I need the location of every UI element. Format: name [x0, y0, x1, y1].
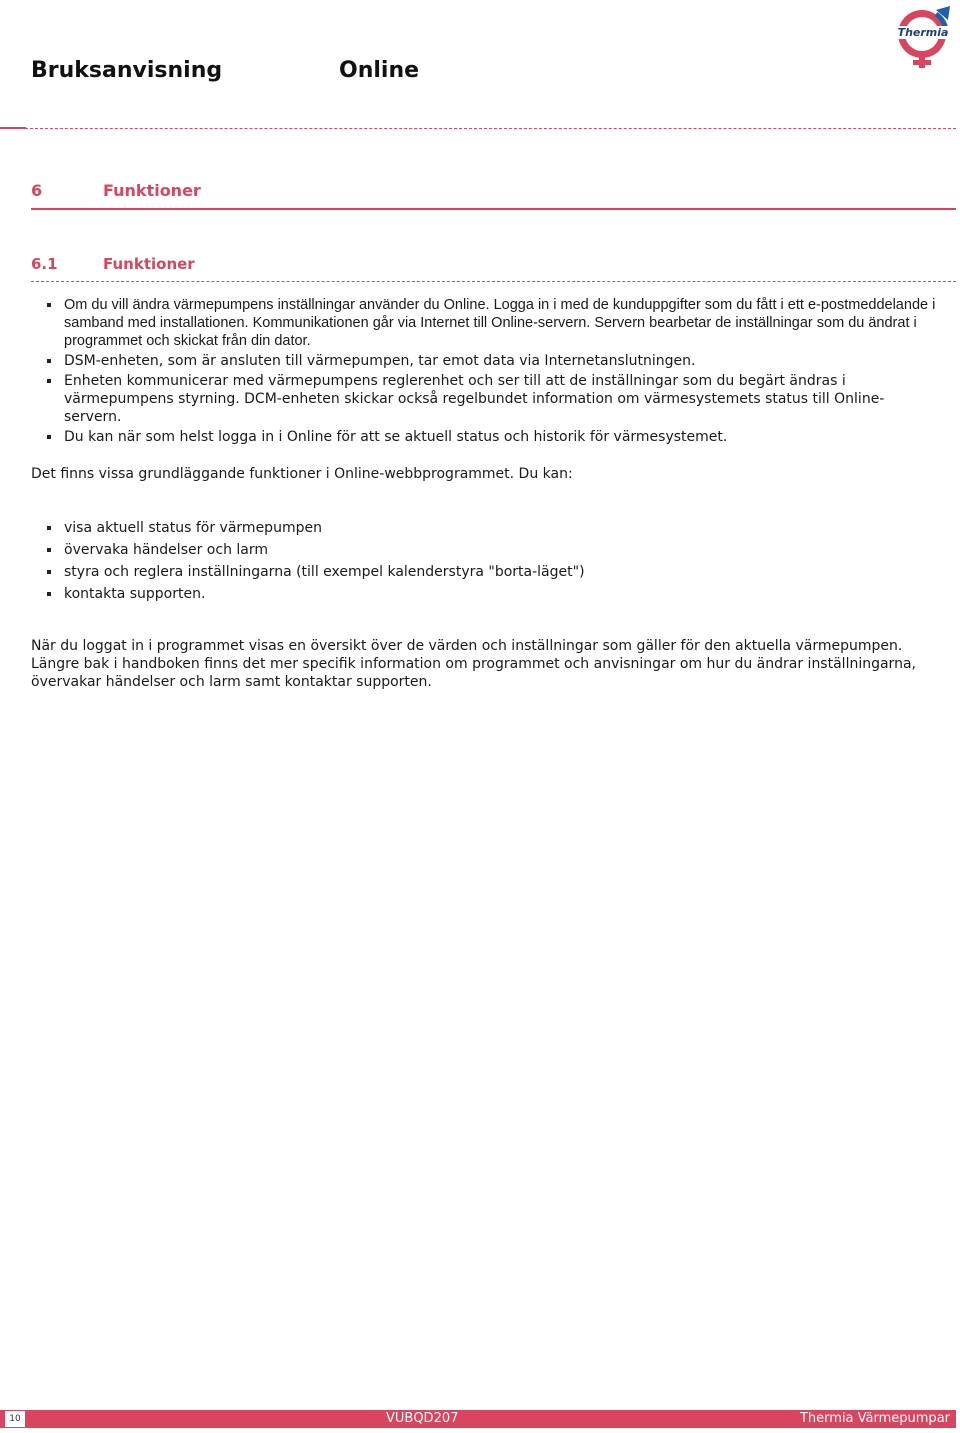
header-divider — [0, 128, 956, 129]
feature-list — [47, 519, 937, 607]
outro-paragraph: När du loggat in i programmet visas en översikt över de värden och inställningar som gäller för den aktuella värmepumpen. Längre bak i handboken finns det mer specifik information om programmet och anvisningar om hur du ändrar inställningarna, övervakar händelser och larm samt kontaktar supporten. — [31, 638, 916, 690]
list-item: styra och reglera inställningarna (till exempel kalenderstyra "borta-läget") — [47, 563, 937, 581]
section-heading — [31, 181, 201, 200]
subsection-title: Funktioner — [103, 255, 195, 273]
section-divider — [31, 208, 956, 210]
list-item: Du kan när som helst logga in i Online för att se aktuell status och historik för värmesystemet. — [47, 428, 937, 446]
document-code: VUBQD207 — [386, 1411, 459, 1426]
manual-title: Bruksanvisning — [31, 58, 223, 83]
footer-brand: Thermia Värmepumpar — [799, 1411, 950, 1426]
list-item: övervaka händelser och larm — [47, 541, 937, 559]
list-item: kontakta supporten. — [47, 585, 937, 603]
logo-text: Thermia — [897, 26, 949, 39]
subsection-number: 6.1 — [31, 255, 58, 273]
intro-paragraph: Det finns vissa grundläggande funktioner i Online-webbprogrammet. Du kan: — [31, 466, 573, 482]
list-item: Om du vill ändra värmepumpens inställningar använder du Online. Logga in i med de kunduppgifter som du fått i ett e-postmeddelande i samband med installationen. Kommunikationen går via Internet till Online-servern. Servern bearbetar de inställningar som du ändrat i programmet och skickat från din dator. — [47, 296, 937, 350]
product-title: Online — [339, 58, 420, 83]
thermia-logo-icon — [892, 4, 954, 70]
list-item: Enheten kommunicerar med värmepumpens reglerenhet och ser till att de inställningar som du begärt ändras i värmepumpens styrning. DCM-enheten skickar också regelbundet information om värmesystemets status till Online-servern. — [47, 372, 937, 426]
function-description-list — [47, 296, 937, 448]
subsection-divider — [31, 281, 956, 282]
section-title: Funktioner — [103, 181, 201, 200]
list-item: DSM-enheten, som är ansluten till värmepumpen, tar emot data via Internetanslutningen. — [47, 352, 937, 370]
list-item: visa aktuell status för värmepumpen — [47, 519, 937, 537]
section-number: 6 — [31, 181, 43, 200]
subsection-heading — [31, 255, 195, 273]
page-number: 10 — [4, 1410, 26, 1428]
